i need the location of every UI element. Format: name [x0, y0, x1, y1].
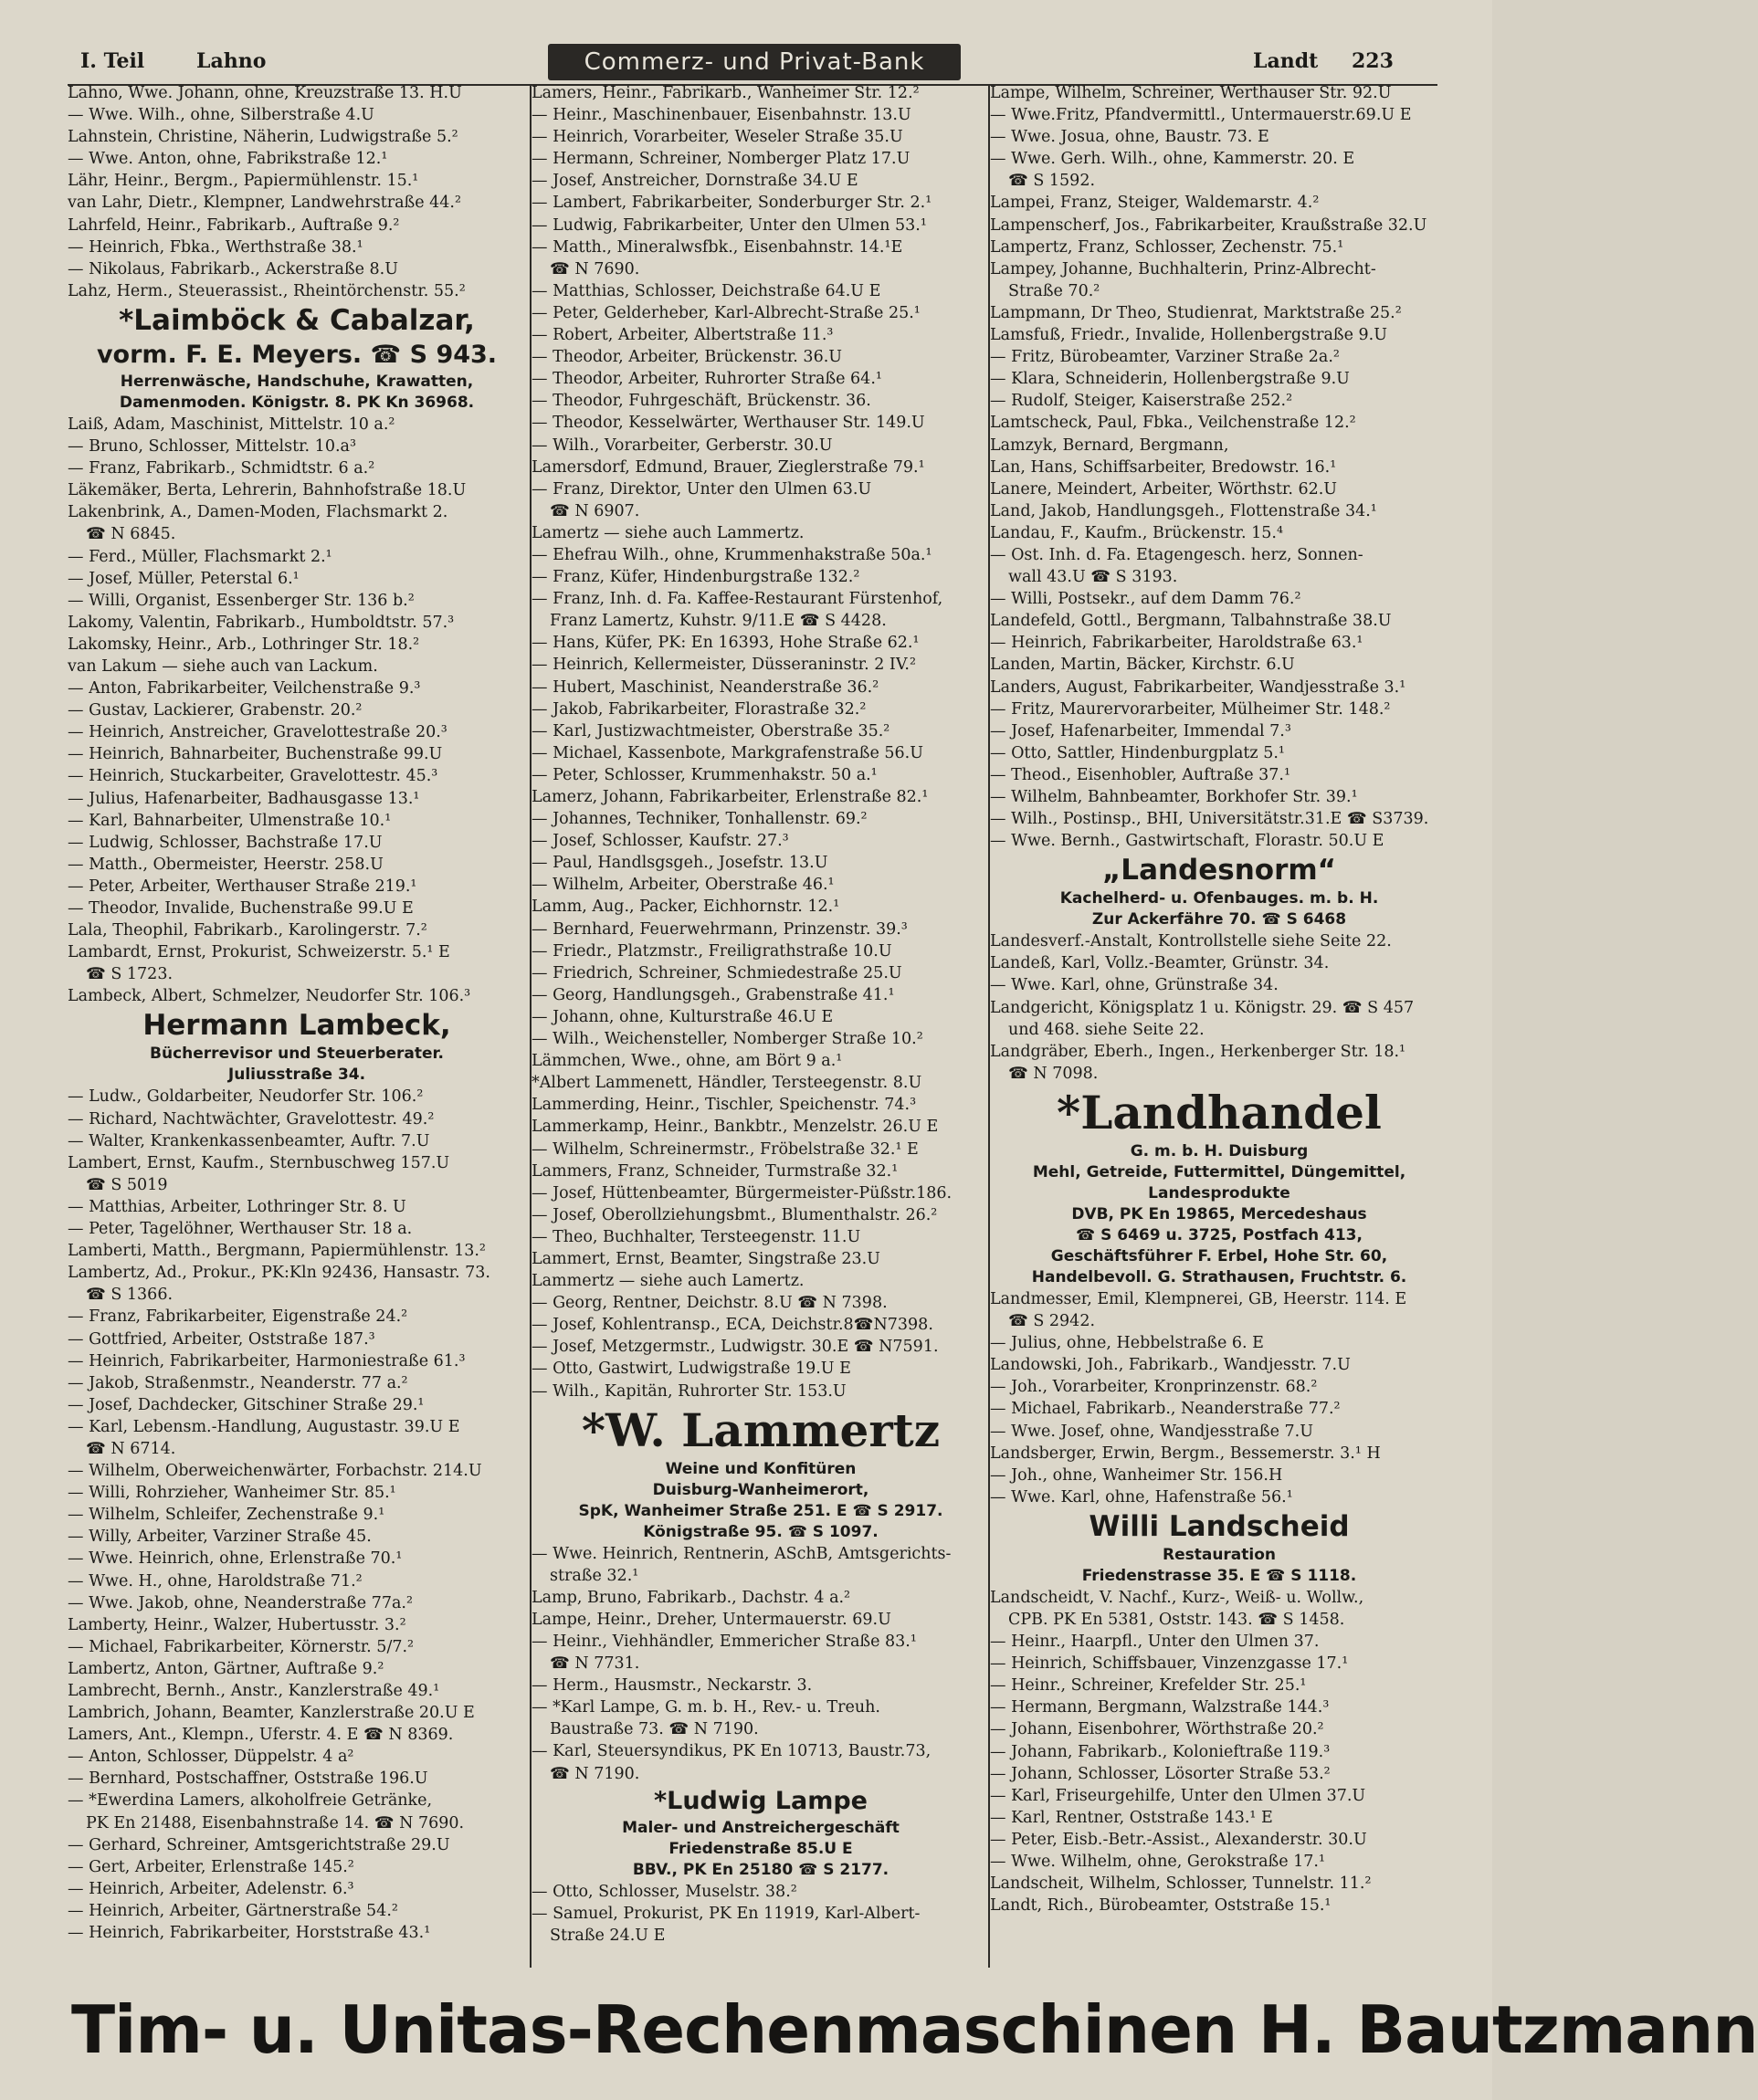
directory-entry: — Wwe. H., ohne, Haroldstraße 71.²: [68, 1571, 363, 1591]
directory-entry: ☎ S 5019: [86, 1175, 168, 1194]
directory-entry: Landeß, Karl, Vollz.-Beamter, Grünstr. 34.: [990, 954, 1330, 973]
directory-entry: — Johann, ohne, Kulturstraße 46.U E: [532, 1007, 834, 1026]
directory-entry: — Wilh., Vorarbeiter, Gerberstr. 30.U: [532, 436, 833, 455]
ad-line: Geschäftsführer F. Erbel, Hohe Str. 60,: [1050, 1246, 1388, 1265]
directory-entry: Lambert, Ernst, Kaufm., Sternbuschweg 157.U: [68, 1153, 450, 1172]
directory-entry: — Heinrich, Schiffsbauer, Vinzenzgasse 17.¹: [990, 1654, 1349, 1674]
ad-line: BBV., PK En 25180 ☎ S 2177.: [632, 1860, 890, 1879]
directory-entry: — Heinrich, Arbeiter, Gärtnerstraße 54.²: [68, 1901, 398, 1920]
directory-entry: Lämmchen, Wwe., ohne, am Bört 9 a.¹: [532, 1052, 843, 1071]
directory-entry: — Michael, Fabrikarb., Neanderstraße 77.²: [990, 1400, 1341, 1419]
directory-entry: Lamm, Aug., Packer, Eichhornstr. 12.¹: [532, 898, 840, 917]
directory-entry: — Samuel, Prokurist, PK En 11919, Karl-Albert-: [532, 1904, 921, 1923]
directory-entry: — Theodor, Fuhrgeschäft, Brückenstr. 36.: [532, 392, 871, 411]
directory-entry: — Georg, Handlungsgeh., Grabenstraße 41.¹: [532, 985, 895, 1004]
directory-entry: Franz Lamertz, Kuhstr. 9/11.E ☎ S 4428.: [550, 612, 887, 631]
directory-entry: — Heinrich, Fabrikarbeiter, Harmoniestraße 61.³: [68, 1351, 466, 1370]
directory-entry: ☎ S 1723.: [86, 965, 174, 984]
directory-entry: — Theod., Eisenhobler, Auftraße 37.¹: [990, 765, 1290, 784]
ad-line: G. m. b. H. Duisburg: [1130, 1141, 1309, 1160]
directory-entry: ☎ N 7190.: [550, 1764, 640, 1783]
advertisement-landscheid: [990, 1508, 1448, 1587]
directory-entry: ☎ N 6845.: [86, 525, 176, 544]
directory-entry: PK En 21488, Eisenbahnstraße 14. ☎ N 7690.: [86, 1813, 465, 1832]
directory-entry: — Matthias, Schlosser, Deichstraße 64.U E: [532, 281, 881, 300]
directory-entry: — Peter, Arbeiter, Werthauser Straße 219.¹: [68, 877, 417, 896]
directory-entry: — Gustav, Lackierer, Grabenstr. 20.²: [68, 701, 363, 720]
directory-entry: Lambardt, Ernst, Prokurist, Schweizerstr. 5.¹ E: [68, 943, 450, 962]
ad-line: Friedenstrasse 35. E ☎ S 1118.: [1081, 1566, 1357, 1585]
directory-entry: — Willi, Organist, Essenberger Str. 136 b.²: [68, 591, 415, 610]
directory-entry: — Josef, Kohlentransp., ECA, Deichstr.8☎N7398.: [532, 1316, 933, 1335]
directory-entry: — Otto, Schlosser, Muselstr. 38.²: [532, 1882, 797, 1901]
directory-entry: ☎ S 1592.: [1008, 172, 1096, 191]
ad-line: Mehl, Getreide, Futtermittel, Düngemittel,: [1032, 1162, 1406, 1181]
directory-entry: Landmesser, Emil, Klempnerei, GB, Heerstr. 114. E: [990, 1289, 1407, 1308]
directory-entry: — Ost. Inh. d. Fa. Etagengesch. herz, Sonnen-: [990, 545, 1363, 564]
directory-entry: Lampei, Franz, Steiger, Waldemarstr. 4.²: [990, 194, 1320, 213]
ad-line: Willi Landscheid: [1089, 1509, 1350, 1543]
directory-entry: — Heinr., Viehhändler, Emmericher Straße 83.¹: [532, 1633, 917, 1651]
directory-entry: — Michael, Kassenbote, Markgrafenstraße 56.U: [532, 743, 923, 762]
directory-entry: Landers, August, Fabrikarbeiter, Wandjesstraße 3.¹: [990, 677, 1406, 697]
directory-entry: Lahrfeld, Heinr., Fabrikarb., Auftraße 9.²: [68, 215, 400, 235]
directory-entry: — Willi, Postsekr., auf dem Damm 76.²: [990, 590, 1301, 609]
directory-entry: Lamp, Bruno, Fabrikarb., Dachstr. 4 a.²: [532, 1588, 851, 1607]
directory-entry: — Theo, Buchhalter, Tersteegenstr. 11.U: [532, 1227, 861, 1246]
directory-entry: — Heinrich, Stuckarbeiter, Gravelottestr. 45.³: [68, 767, 438, 786]
directory-entry: — Johann, Fabrikarb., Kolonieftraße 119.³: [990, 1742, 1331, 1761]
directory-entry: — Karl, Justizwachtmeister, Oberstraße 35.²: [532, 721, 890, 740]
ad-line: vorm. F. E. Meyers. ☎ S 943.: [96, 340, 498, 369]
ad-line: Landesprodukte: [1148, 1183, 1290, 1202]
ad-line: SpK, Wanheimer Straße 251. E ☎ S 2917.: [578, 1501, 943, 1520]
directory-entry: Lambeck, Albert, Schmelzer, Neudorfer Str. 106.³: [68, 987, 471, 1006]
directory-entry: — Wwe.Fritz, Pfandvermittl., Untermauerstr.69.U E: [990, 106, 1412, 125]
directory-entry: — Wilhelm, Oberweichenwärter, Forbachstr. 214.U: [68, 1462, 482, 1481]
directory-entry: — Wwe. Karl, ohne, Hafenstraße 56.¹: [990, 1487, 1293, 1507]
directory-entry: Lampey, Johanne, Buchhalterin, Prinz-Albrecht-: [990, 259, 1376, 278]
page-number: 223: [1352, 49, 1394, 73]
ad-line: *Laimböck & Cabalzar,: [119, 303, 475, 337]
directory-entry: — Ludwig, Fabrikarbeiter, Unter den Ulmen 53.¹: [532, 215, 927, 235]
directory-entry: Lammert, Ernst, Beamter, Singstraße 23.U: [532, 1249, 880, 1268]
directory-entry: — Peter, Eisb.-Betr.-Assist., Alexanderstr. 30.U: [990, 1830, 1367, 1849]
directory-entry: — Wwe. Heinrich, ohne, Erlenstraße 70.¹: [68, 1549, 403, 1569]
directory-entry: ☎ N 7098.: [1008, 1064, 1099, 1083]
directory-entry: Lamberty, Heinr., Walzer, Hubertusstr. 3.²: [68, 1615, 406, 1634]
directory-entry: — Fritz, Maurervorarbeiter, Mülheimer Str. 148.²: [990, 699, 1391, 719]
directory-entry: — Franz, Fabrikarb., Schmidtstr. 6 a.²: [68, 459, 375, 478]
footer-advertisement: Tim- u. Unitas-Rechenmaschinen H. Bautzmann: [71, 1991, 1758, 2068]
directory-entry: van Lahr, Dietr., Klempner, Landwehrstraße 44.²: [68, 194, 461, 213]
directory-entry: Landowski, Joh., Fabrikarb., Wandjesstr. 7.U: [990, 1356, 1351, 1375]
directory-entry: — Ehefrau Wilh., ohne, Krummenhakstraße 50a.¹: [532, 545, 932, 564]
directory-entry: — Wwe. Heinrich, Rentnerin, ASchB, Amtsgerichts-: [532, 1544, 952, 1563]
directory-entry: — Karl, Rentner, Oststraße 143.¹ E: [990, 1808, 1273, 1827]
directory-entry: — Rudolf, Steiger, Kaiserstraße 252.²: [990, 392, 1293, 411]
directory-entry: — Franz, Inh. d. Fa. Kaffee-Restaurant Fürstenhof,: [532, 590, 943, 609]
directory-entry: Lampmann, Dr Theo, Studienrat, Marktstraße 25.²: [990, 303, 1402, 322]
directory-entry: Lambrecht, Bernh., Anstr., Kanzlerstraße 49.¹: [68, 1682, 440, 1700]
ad-line: Königstraße 95. ☎ S 1097.: [643, 1522, 879, 1541]
directory-entry: van Lakum — siehe auch van Lackum.: [68, 656, 378, 676]
directory-entry: — Jakob, Fabrikarbeiter, Florastraße 32.²: [532, 699, 867, 719]
directory-entry: — Wwe. Wilh., ohne, Silberstraße 4.U: [68, 106, 374, 125]
advertisement-landhandel: [990, 1085, 1448, 1288]
directory-entry: Lahno, Wwe. Johann, ohne, Kreuzstraße 13. H.U: [68, 84, 462, 102]
directory-entry: ☎ N 6714.: [86, 1439, 176, 1458]
directory-entry: — Anton, Schlosser, Düppelstr. 4 a²: [68, 1748, 354, 1767]
directory-entry: — Gerhard, Schreiner, Amtsgerichtstraße 29.U: [68, 1835, 450, 1854]
directory-entry: — Bernhard, Feuerwehrmann, Prinzenstr. 39.³: [532, 919, 908, 939]
bank-banner: Commerz- und Privat-Bank: [548, 44, 961, 80]
directory-entry: — Peter, Gelderheber, Karl-Albrecht-Straße 25.¹: [532, 303, 921, 322]
directory-entry: — Matthias, Arbeiter, Lothringer Str. 8. U: [68, 1197, 406, 1216]
directory-entry: ☎ N 6907.: [550, 501, 640, 520]
directory-entry: — Josef, Hafenarbeiter, Immendal 7.³: [990, 721, 1291, 740]
directory-entry: — Ludw., Goldarbeiter, Neudorfer Str. 106.²: [68, 1087, 424, 1107]
directory-entry: Lala, Theophil, Fabrikarb., Karolingerstr. 7.²: [68, 921, 427, 940]
directory-entry: — Wwe. Gerh. Wilh., ohne, Kammerstr. 20. E: [990, 150, 1355, 169]
directory-entry: — Ludwig, Schlosser, Bachstraße 17.U: [68, 833, 383, 852]
directory-entry: Landefeld, Gottl., Bergmann, Talbahnstraße 38.U: [990, 612, 1392, 631]
directory-entry: Lamzyk, Bernard, Bergmann,: [990, 436, 1229, 455]
directory-entry: Landesverf.-Anstalt, Kontrollstelle siehe Seite 22.: [990, 932, 1392, 951]
directory-entry: Lampertz, Franz, Schlosser, Zechenstr. 75.¹: [990, 237, 1344, 257]
directory-entry: — Heinrich, Vorarbeiter, Weseler Straße 35.U: [532, 128, 903, 147]
directory-entry: — Karl, Bahnarbeiter, Ulmenstraße 10.¹: [68, 811, 392, 830]
directory-entry: — Peter, Schlosser, Krummenhakstr. 50 a.¹: [532, 765, 878, 784]
directory-entry: — Heinr., Maschinenbauer, Eisenbahnstr. 13.U: [532, 106, 911, 125]
directory-entry: — Gottfried, Arbeiter, Oststraße 187.³: [68, 1329, 375, 1349]
directory-entry: — Wwe. Anton, ohne, Fabrikstraße 12.¹: [68, 150, 388, 169]
directory-entry: Lamers, Heinr., Fabrikarb., Wanheimer Str. 12.²: [532, 84, 920, 102]
directory-entry: Lamertz — siehe auch Lammertz.: [532, 523, 805, 542]
directory-entry: Lanere, Meindert, Arbeiter, Wörthstr. 62.U: [990, 479, 1338, 499]
directory-entry: Lamers, Ant., Klempn., Uferstr. 4. E ☎ N 8369.: [68, 1726, 454, 1745]
directory-entry: Lambertz, Ad., Prokur., PK:Kln 92436, Hansastr. 73.: [68, 1264, 490, 1283]
directory-entry: Lampenscherf, Jos., Fabrikarbeiter, Kraußstraße 32.U: [990, 215, 1427, 235]
directory-entry: Landau, F., Kaufm., Brückenstr. 15.⁴: [990, 523, 1283, 542]
directory-entry: — Matth., Mineralwsfbk., Eisenbahnstr. 14.¹E: [532, 237, 903, 257]
column-1: [68, 82, 526, 1944]
directory-entry: Lammers, Franz, Schneider, Turmstraße 32.¹: [532, 1161, 899, 1181]
advertisement-lammertz: [532, 1402, 990, 1543]
directory-entry: — Peter, Tagelöhner, Werthauser Str. 18 a.: [68, 1220, 413, 1239]
directory-entry: — Wilhelm, Schleifer, Zechenstraße 9.¹: [68, 1506, 385, 1525]
directory-entry: — Georg, Rentner, Deichstr. 8.U ☎ N 7398.: [532, 1294, 888, 1313]
directory-entry: ☎ N 7731.: [550, 1654, 640, 1674]
advertisement-laimboeck: [68, 302, 526, 414]
directory-entry: Lambertz, Anton, Gärtner, Auftraße 9.²: [68, 1659, 384, 1678]
directory-entry: — Hans, Küfer, PK: En 16393, Hohe Straße 62.¹: [532, 634, 920, 653]
directory-entry: — Richard, Nachtwächter, Gravelottestr. 49.²: [68, 1109, 435, 1129]
directory-entry: wall 43.U ☎ S 3193.: [1008, 568, 1178, 587]
directory-entry: Läkemäker, Berta, Lehrerin, Bahnhofstraße 18.U: [68, 481, 467, 500]
directory-entry: — Hermann, Bergmann, Walzstraße 144.³: [990, 1698, 1330, 1717]
directory-entry: — Wilhelm, Schreinermstr., Fröbelstraße 32.¹ E: [532, 1139, 919, 1159]
directory-entry: — Lambert, Fabrikarbeiter, Sonderburger Str. 2.¹: [532, 194, 932, 213]
directory-entry: — *Karl Lampe, G. m. b. H., Rev.- u. Treuh.: [532, 1698, 880, 1717]
directory-entry: Lampe, Heinr., Dreher, Untermauerstr. 69.U: [532, 1610, 891, 1629]
directory-entry: Land, Jakob, Handlungsgeh., Flottenstraße 34.¹: [990, 501, 1377, 520]
ad-line: Maler- und Anstreichergeschäft: [622, 1818, 900, 1837]
directory-entry: — Anton, Fabrikarbeiter, Veilchenstraße 9.³: [68, 679, 421, 698]
directory-entry: Lampe, Wilhelm, Schreiner, Werthauser Str. 92.U: [990, 84, 1392, 102]
directory-entry: — Wilh., Weichensteller, Nomberger Straße 10.²: [532, 1030, 923, 1049]
directory-entry: Lammertz — siehe auch Lamertz.: [532, 1272, 805, 1291]
directory-entry: — Heinrich, Anstreicher, Gravelottestraße 20.³: [68, 723, 447, 742]
directory-entry: — Paul, Handlsgsgeh., Josefstr. 13.U: [532, 854, 828, 873]
directory-entry: Baustraße 73. ☎ N 7190.: [550, 1720, 759, 1739]
directory-entry: — Josef, Müller, Peterstal 6.¹: [68, 569, 300, 588]
directory-entry: — Heinr., Haarpfl., Unter den Ulmen 37.: [990, 1633, 1320, 1652]
directory-entry: Straße 70.²: [1008, 281, 1100, 300]
directory-entry: *Albert Lammenett, Händler, Tersteegenstr. 8.U: [532, 1074, 922, 1093]
directory-entry: — Josef, Metzgermstr., Ludwigstr. 30.E ☎ N7591.: [532, 1338, 939, 1357]
directory-entry: Landgräber, Eberh., Ingen., Herkenberger Str. 18.¹: [990, 1042, 1406, 1061]
directory-entry: — Franz, Fabrikarbeiter, Eigenstraße 24.²: [68, 1307, 408, 1327]
directory-entry: — Josef, Oberollziehungsbmt., Blumenthalstr. 26.²: [532, 1205, 938, 1224]
directory-entry: — Julius, Hafenarbeiter, Badhausgasse 13.¹: [68, 789, 420, 808]
directory-entry: — Franz, Direktor, Unter den Ulmen 63.U: [532, 479, 872, 499]
directory-entry: Lakenbrink, A., Damen-Moden, Flachsmarkt 2.: [68, 503, 448, 522]
directory-entry: — Wwe. Josua, ohne, Baustr. 73. E: [990, 128, 1269, 147]
directory-entry: — Wilh., Kapitän, Ruhrorter Str. 153.U: [532, 1381, 847, 1401]
directory-entry: — Walter, Krankenkassenbeamter, Auftr. 7.U: [68, 1131, 430, 1150]
directory-entry: ☎ N 7690.: [550, 259, 640, 278]
directory-entry: — Willy, Arbeiter, Varziner Straße 45.: [68, 1528, 372, 1547]
part-label: I. Teil: [80, 49, 145, 73]
directory-entry: — Wwe. Josef, ohne, Wandjesstraße 7.U: [990, 1422, 1313, 1441]
directory-entry: — Willi, Rohrzieher, Wanheimer Str. 85.¹: [68, 1484, 396, 1503]
ad-line: Weine und Konfitüren: [665, 1459, 857, 1478]
range-start: Lahno: [196, 49, 267, 73]
directory-entry: CPB. PK En 5381, Oststr. 143. ☎ S 1458.: [1008, 1610, 1345, 1629]
directory-entry: — Heinrich, Bahnarbeiter, Buchenstraße 99.U: [68, 745, 443, 764]
directory-entry: — *Ewerdina Lamers, alkoholfreie Getränke,: [68, 1791, 433, 1811]
directory-entry: — Friedrich, Schreiner, Schmiedestraße 25.U: [532, 963, 902, 982]
range-end: Landt: [1253, 49, 1319, 73]
directory-entry: ☎ S 2942.: [1008, 1312, 1096, 1331]
directory-entry: — Wwe. Karl, ohne, Grünstraße 34.: [990, 976, 1279, 995]
directory-entry: — Wwe. Wilhelm, ohne, Gerokstraße 17.¹: [990, 1853, 1325, 1871]
ad-line: DVB, PK En 19865, Mercedeshaus: [1071, 1204, 1367, 1223]
directory-entry: — Johann, Schlosser, Lösorter Straße 53.²: [990, 1764, 1331, 1783]
directory-entry: Lähr, Heinr., Bergm., Papiermühlenstr. 15.¹: [68, 172, 419, 191]
directory-entry: — Josef, Schlosser, Kaufstr. 27.³: [532, 832, 789, 851]
directory-entry: — Hubert, Maschinist, Neanderstraße 36.²: [532, 677, 879, 697]
directory-entry: — Joh., ohne, Wanheimer Str. 156.H: [990, 1465, 1283, 1485]
ad-line: Bücherrevisor und Steuerberater.: [150, 1045, 444, 1064]
ad-line: Herrenwäsche, Handschuhe, Krawatten,: [120, 372, 474, 391]
ad-line: *W. Lammertz: [581, 1402, 941, 1457]
ad-line: *Ludwig Lampe: [654, 1786, 868, 1815]
directory-entry: Landsberger, Erwin, Bergm., Bessemerstr. 3.¹ H: [990, 1444, 1381, 1463]
directory-entry: Lan, Hans, Schiffsarbeiter, Bredowstr. 16.¹: [990, 457, 1337, 477]
directory-entry: Laiß, Adam, Maschinist, Mittelstr. 10 a.²: [68, 415, 395, 434]
directory-entry: Landt, Rich., Bürobeamter, Oststraße 15.¹: [990, 1896, 1332, 1916]
directory-entry: — Heinrich, Fabrikarbeiter, Horststraße 43.¹: [68, 1924, 431, 1943]
ad-line: Zur Ackerfähre 70. ☎ S 6468: [1091, 910, 1347, 929]
directory-entry: — Theodor, Arbeiter, Ruhrorter Straße 64.¹: [532, 370, 882, 389]
directory-entry: Straße 24.U E: [550, 1926, 666, 1945]
directory-entry: — Michael, Fabrikarbeiter, Körnerstr. 5/7.²: [68, 1637, 415, 1656]
directory-entry: Lamberti, Matth., Bergmann, Papiermühlenstr. 13.²: [68, 1242, 486, 1261]
directory-entry: — Otto, Sattler, Hindenburgplatz 5.¹: [990, 743, 1285, 762]
directory-entry: — Heinrich, Fbka., Werthstraße 38.¹: [68, 237, 363, 257]
directory-entry: Landscheidt, V. Nachf., Kurz-, Weiß- u. Wollw.,: [990, 1588, 1364, 1607]
directory-entry: — Theodor, Arbeiter, Brückenstr. 36.U: [532, 348, 843, 367]
ad-line: Hermann Lambeck,: [142, 1009, 451, 1043]
directory-entry: — Karl, Steuersyndikus, PK En 10713, Baustr.73,: [532, 1742, 932, 1761]
column-3: [990, 82, 1448, 1916]
directory-entry: Lakomy, Valentin, Fabrikarb., Humboldtstr. 57.³: [68, 613, 455, 632]
directory-entry: und 468. siehe Seite 22.: [1008, 1020, 1205, 1039]
directory-entry: — Wilhelm, Bahnbeamter, Borkhofer Str. 39.¹: [990, 788, 1358, 806]
directory-entry: — Fritz, Bürobeamter, Varziner Straße 2a.²: [990, 348, 1340, 367]
advertisement-lampe: [532, 1785, 990, 1881]
directory-entry: Lambrich, Johann, Beamter, Kanzlerstraße 20.U E: [68, 1704, 475, 1723]
directory-entry: Lamersdorf, Edmund, Brauer, Zieglerstraße 79.¹: [532, 457, 925, 477]
directory-entry: — Heinrich, Kellermeister, Düsseraninstr. 2 IV.²: [532, 656, 916, 675]
directory-entry: Lamsfuß, Friedr., Invalide, Hollenbergstraße 9.U: [990, 326, 1387, 345]
directory-entry: Landgericht, Königsplatz 1 u. Königstr. 29. ☎ S 457: [990, 998, 1415, 1017]
directory-entry: Landscheit, Wilhelm, Schlosser, Tunnelstr. 11.²: [990, 1874, 1372, 1894]
directory-entry: — Herm., Hausmstr., Neckarstr. 3.: [532, 1676, 813, 1696]
directory-entry: ☎ S 1366.: [86, 1286, 174, 1305]
directory-entry: — Johann, Eisenbohrer, Wörthstraße 20.²: [990, 1720, 1324, 1739]
directory-entry: — Karl, Friseurgehilfe, Unter den Ulmen 37.U: [990, 1786, 1366, 1805]
directory-entry: — Otto, Gastwirt, Ludwigstraße 19.U E: [532, 1360, 851, 1379]
ad-line: Juliusstraße 34.: [227, 1066, 366, 1085]
ad-line: Kachelherd- u. Ofenbauges. m. b. H.: [1059, 889, 1379, 908]
directory-entry: — Heinrich, Fabrikarbeiter, Haroldstraße 63.¹: [990, 634, 1363, 653]
directory-entry: — Gert, Arbeiter, Erlenstraße 145.²: [68, 1857, 354, 1876]
directory-entry: — Ferd., Müller, Flachsmarkt 2.¹: [68, 547, 332, 566]
advertisement-lambeck: [68, 1007, 526, 1086]
directory-entry: — Hermann, Schreiner, Nomberger Platz 17.U: [532, 150, 911, 169]
ad-line: ☎ S 6469 u. 3725, Postfach 413,: [1076, 1225, 1363, 1244]
directory-entry: Lammerding, Heinr., Tischler, Speichenstr. 74.³: [532, 1096, 917, 1115]
directory-entry: — Josef, Hüttenbeamter, Bürgermeister-Püßstr.186.: [532, 1183, 953, 1202]
ad-line: Duisburg-Wanheimerort,: [652, 1480, 869, 1499]
ad-line: Damenmoden. Königstr. 8. PK Kn 36968.: [119, 393, 475, 412]
directory-entry: — Jakob, Straßenmstr., Neanderstr. 77 a.²: [68, 1373, 408, 1392]
directory-entry: — Josef, Dachdecker, Gitschiner Straße 29.¹: [68, 1395, 425, 1414]
directory-entry: — Joh., Vorarbeiter, Kronprinzenstr. 68.²: [990, 1378, 1318, 1397]
directory-entry: Landen, Martin, Bäcker, Kirchstr. 6.U: [990, 656, 1295, 675]
directory-entry: — Wilh., Postinsp., BHI, Universitätstr.31.E ☎ S3739.: [990, 810, 1429, 829]
directory-entry: — Bernhard, Postschaffner, Oststraße 196.U: [68, 1769, 428, 1789]
directory-entry: — Heinr., Schreiner, Krefelder Str. 25.¹: [990, 1676, 1307, 1696]
ad-line: Friedenstraße 85.U E: [668, 1839, 853, 1858]
directory-entry: straße 32.¹: [550, 1566, 639, 1585]
directory-entry: — Franz, Küfer, Hindenburgstraße 132.²: [532, 568, 860, 587]
directory-entry: — Klara, Schneiderin, Hollenbergstraße 9.U: [990, 370, 1350, 389]
ad-line: Handelbevoll. G. Strathausen, Fruchtstr. 6.: [1031, 1267, 1407, 1286]
page-header: [0, 44, 1492, 84]
directory-entry: — Wwe. Bernh., Gastwirtschaft, Florastr. 50.U E: [990, 832, 1384, 851]
directory-entry: — Bruno, Schlosser, Mittelstr. 10.a³: [68, 437, 356, 457]
directory-entry: — Wwe. Jakob, ohne, Neanderstraße 77a.²: [68, 1593, 413, 1612]
directory-entry: Lahz, Herm., Steuerassist., Rheintörchenstr. 55.²: [68, 281, 466, 300]
directory-entry: — Josef, Anstreicher, Dornstraße 34.U E: [532, 172, 858, 191]
directory-entry: — Heinrich, Arbeiter, Adelenstr. 6.³: [68, 1879, 354, 1898]
directory-entry: — Theodor, Kesselwärter, Werthauser Str. 149.U: [532, 414, 925, 433]
directory-entry: Lammerkamp, Heinr., Bankbtr., Menzelstr. 26.U E: [532, 1118, 939, 1137]
directory-entry: Lahnstein, Christine, Näherin, Ludwigstraße 5.²: [68, 128, 458, 147]
advertisement-landesnorm: [990, 852, 1448, 930]
directory-entry: Lamerz, Johann, Fabrikarbeiter, Erlenstraße 82.¹: [532, 788, 929, 806]
directory-entry: — Julius, ohne, Hebbelstraße 6. E: [990, 1334, 1264, 1353]
directory-entry: — Friedr., Platzmstr., Freiligrathstraße 10.U: [532, 941, 892, 961]
directory-entry: — Robert, Arbeiter, Albertstraße 11.³: [532, 326, 834, 345]
ad-line: „Landesnorm“: [1101, 854, 1337, 887]
directory-entry: Lamtscheck, Paul, Fbka., Veilchenstraße 12.²: [990, 414, 1356, 433]
directory-entry: — Theodor, Invalide, Buchenstraße 99.U E: [68, 899, 414, 918]
directory-entry: Lakomsky, Heinr., Arb., Lothringer Str. 18.²: [68, 635, 420, 654]
ad-line: *Landhandel: [1057, 1085, 1382, 1139]
column-2: [532, 82, 990, 1947]
directory-entry: — Wilhelm, Arbeiter, Oberstraße 46.¹: [532, 876, 835, 895]
directory-entry: — Matth., Obermeister, Heerstr. 258.U: [68, 855, 384, 874]
directory-entry: — Johannes, Techniker, Tonhallenstr. 69.²: [532, 810, 868, 829]
ad-line: Restauration: [1162, 1545, 1277, 1564]
directory-entry: — Nikolaus, Fabrikarb., Ackerstraße 8.U: [68, 259, 398, 278]
directory-entry: — Karl, Lebensm.-Handlung, Augustastr. 39.U E: [68, 1417, 460, 1436]
